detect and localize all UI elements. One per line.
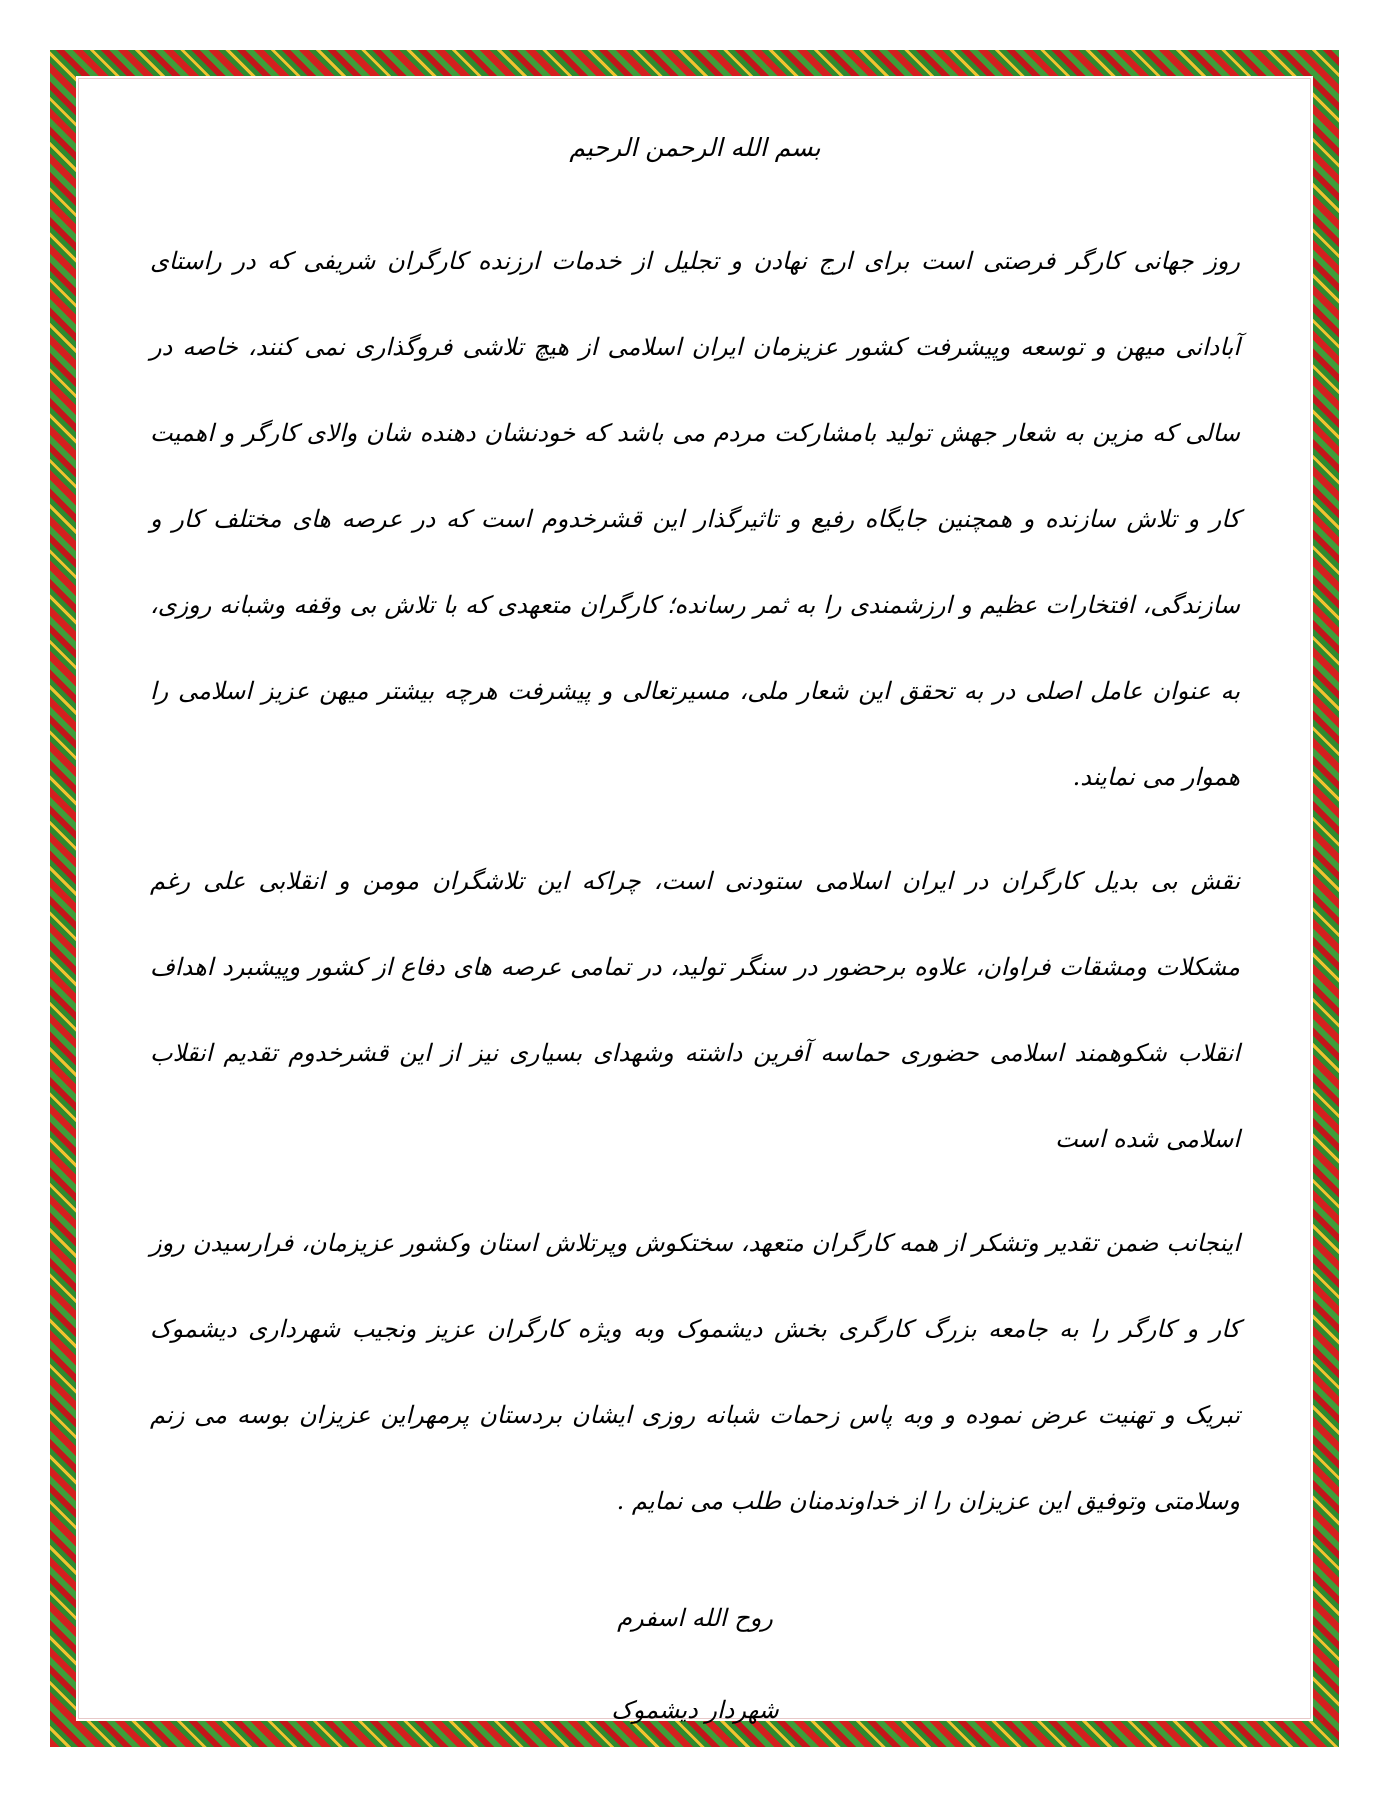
letter-body: [150, 130, 1240, 1728]
signature-name: روح الله اسفرم: [617, 1604, 773, 1632]
paragraph-2: نقش بی بدیل کارگران در ایران اسلامی ستودنی است، چراکه این تلاشگران مومن و انقلابی علی رغم مشکلات ومشقات فراوان، علاوه برحضور در سنگر تولید، در تمامی عرصه های دفاع از کشور وپیشبرد اهداف انقلاب شکوهمند اسلامی حضوری حماسه آفرین داشته وشهدای بسیاری نیز از این قشرخدوم تقدیم انقلاب اسلامی شده است: [150, 867, 1240, 1153]
basmala-heading: بسم الله الرحمن الرحیم: [569, 133, 821, 162]
paragraph-1: روز جهانی کارگر فرصتی است برای ارج نهادن و تجلیل از خدمات ارزنده کارگران شریفی که در راستای آبادانی میهن و توسعه وپیشرفت کشور عزیزمان ایران اسلامی از هیچ تلاشی فروگذاری نمی کنند، خاصه در سالی که مزین به شعار جهش تولید بامشارکت مردم می باشد که خودنشان دهنده شان والای کارگر و اهمیت کار و تلاش سازنده و همچنین جایگاه رفیع و تاثیرگذار این قشرخدوم است که در عرصه های مختلف کار و سازندگی، افتخارات عظیم و ارزشمندی را به ثمر رسانده؛ کارگران متعهدی که با تلاش بی وقفه وشبانه روزی، به عنوان عامل اصلی در به تحقق این شعار ملی، مسیرتعالی و پیشرفت هرچه بیشتر میهن عزیز اسلامی را هموار می نمایند.: [150, 247, 1241, 791]
paragraph-3: اینجانب ضمن تقدیر وتشکر از همه کارگران متعهد، سختکوش وپرتلاش استان وکشور عزیزمان، فرارسیدن روز کار و کارگر را به جامعه بزرگ کارگری بخش دیشموک وبه ویژه کارگران عزیز ونجیب شهرداری دیشموک تبریک و تهنیت عرض نموده و وبه پاس زحمات شبانه روزی ایشان بردستان پرمهراین عزیزان بوسه می زنم وسلامتی وتوفیق این عزیزان را از خداوندمنان طلب می نمایم .: [150, 1229, 1240, 1515]
signature-title: شهردار دیشموک: [611, 1696, 779, 1724]
